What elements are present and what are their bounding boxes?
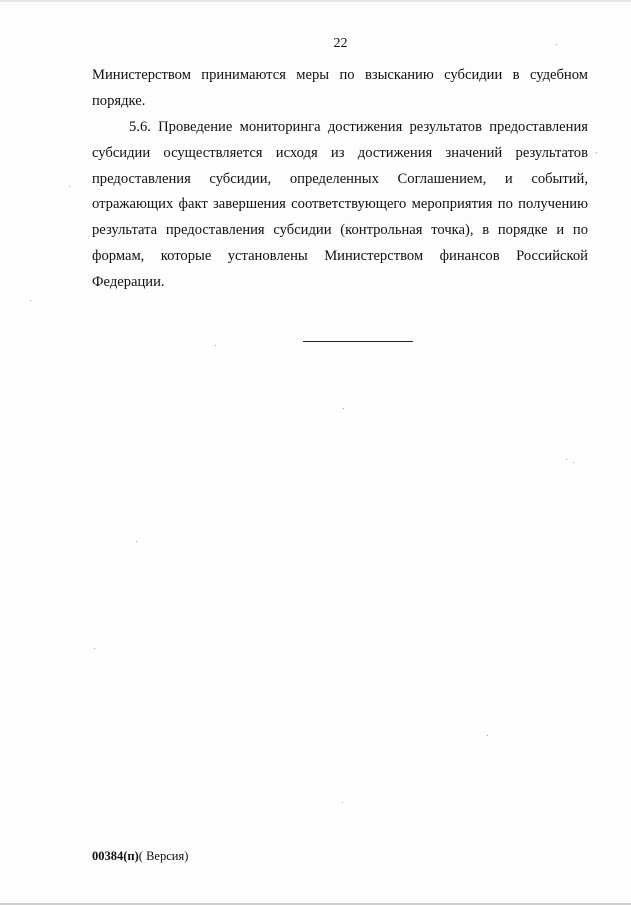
scan-speck [596, 152, 597, 153]
scan-speck [215, 345, 216, 346]
scan-speck [30, 300, 31, 301]
paragraph-2: 5.6. Проведение мониторинга достижения результатов предоставления субсидии осуществляется исходя из достижения значений результатов предоставления субсидии, определенных Соглашением, и событий, отражающих факт завершения соответствующего мероприятия по получению результата предоставления субсидии (контрольная точка), в порядке и по формам, которые установлены Министерством финансов Российской Федерации. [92, 119, 588, 290]
scan-speck [342, 802, 343, 803]
footer-document-code: 00384(п) [92, 849, 139, 863]
scan-edge-top [0, 0, 631, 2]
scan-speck [69, 186, 70, 187]
scan-speck [343, 408, 344, 409]
scan-speck [566, 459, 567, 460]
footer-version: ( Версия) [138, 849, 189, 863]
scan-speck [556, 44, 557, 45]
page-number: 22 [333, 36, 348, 51]
scan-speck [136, 541, 137, 542]
footer [92, 849, 188, 864]
end-separator-line [303, 341, 413, 342]
paragraph-1: Министерством принимаются меры по взысканию субсидии в судебном порядке. [92, 67, 588, 109]
scan-speck [573, 462, 574, 463]
scan-speck [487, 735, 488, 736]
scan-speck [94, 648, 95, 649]
